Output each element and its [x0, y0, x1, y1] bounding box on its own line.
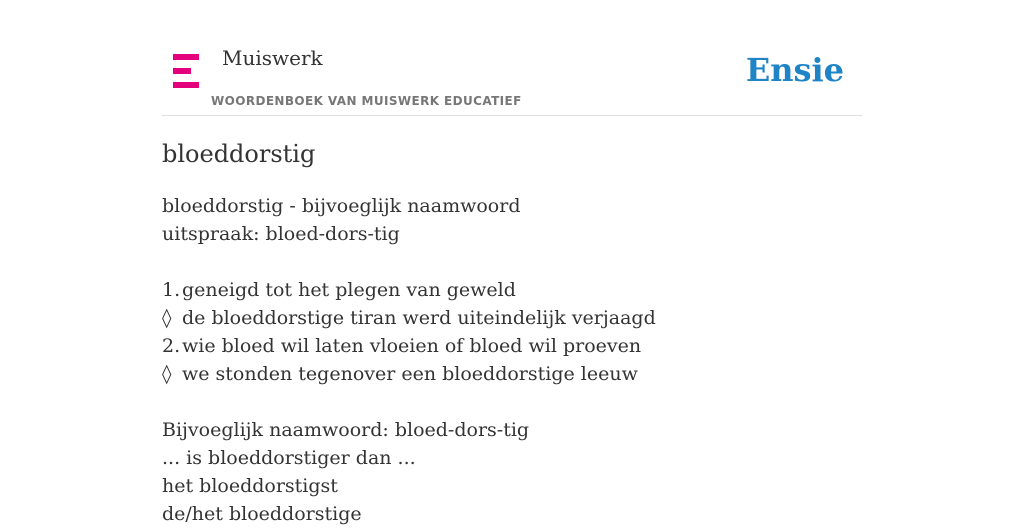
- example-text: we stonden tegenover een bloeddorstige leeuw: [182, 363, 638, 385]
- logo-bar-middle: [173, 68, 191, 74]
- section-spacer: [162, 248, 862, 276]
- section-spacer: [162, 388, 862, 416]
- logo-bar-bottom: [173, 82, 199, 88]
- example-diamond-icon: ◊: [162, 307, 172, 329]
- entry-title: bloeddorstig: [162, 140, 316, 168]
- definition-number: 1.: [162, 279, 181, 301]
- headword-line: bloeddorstig - bijvoeglijk naamwoord: [162, 195, 521, 217]
- form-line-4: de/het bloeddorstige: [162, 503, 362, 525]
- definition-number: 2.: [162, 335, 181, 357]
- muiswerk-logo-icon[interactable]: [173, 54, 201, 88]
- definition-line-2: [162, 332, 862, 360]
- example-line-2: [162, 360, 862, 388]
- form-line-3: het bloeddorstigst: [162, 475, 338, 497]
- example-line-1: [162, 304, 862, 332]
- entry-content: [162, 192, 862, 528]
- dictionary-page: [162, 0, 862, 525]
- logo-bar-top: [173, 54, 199, 60]
- form-line-1: Bijvoeglijk naamwoord: bloed-dors-tig: [162, 419, 530, 441]
- site-subtitle: WOORDENBOEK VAN MUISWERK EDUCATIEF: [211, 94, 522, 108]
- form-line-2: ... is bloeddorstiger dan ...: [162, 447, 416, 469]
- example-diamond-icon: ◊: [162, 363, 172, 385]
- example-text: de bloeddorstige tiran werd uiteindelijk verjaagd: [182, 307, 656, 329]
- definition-text: geneigd tot het plegen van geweld: [182, 279, 516, 301]
- site-header: [162, 0, 862, 116]
- site-name-link[interactable]: Muiswerk: [222, 46, 323, 70]
- ensie-brand-link[interactable]: Ensie: [745, 51, 844, 89]
- pronunciation-line: uitspraak: bloed-dors-tig: [162, 223, 400, 245]
- definition-line-1: [162, 276, 862, 304]
- definition-text: wie bloed wil laten vloeien of bloed wil proeven: [182, 335, 642, 357]
